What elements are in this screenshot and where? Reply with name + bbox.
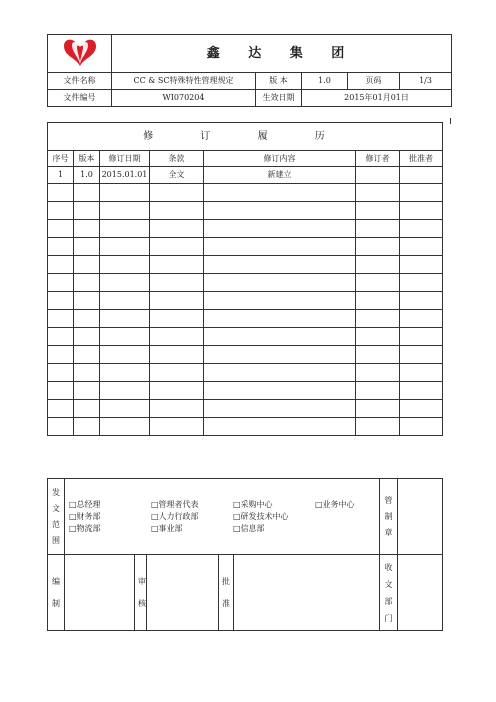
revision-cell [48, 400, 74, 418]
distribution-checkbox[interactable]: □研发技术中心 [233, 511, 289, 521]
revision-cell [204, 328, 356, 346]
revision-row [48, 256, 443, 274]
revision-cell [400, 364, 443, 382]
revision-column-header: 序号 [48, 151, 74, 167]
revision-cell [100, 310, 150, 328]
revision-cell [150, 346, 204, 364]
revision-row [48, 310, 443, 328]
revision-cell [400, 400, 443, 418]
seal-label: 管制章 [384, 495, 393, 537]
distribution-checkboxes [65, 479, 380, 555]
revision-row [48, 346, 443, 364]
revision-row [48, 202, 443, 220]
revision-table [47, 122, 443, 436]
revision-cell [74, 220, 100, 238]
revision-cell [100, 328, 150, 346]
receiving-area [398, 555, 443, 631]
distribution-label-cell [48, 479, 65, 555]
effective-date-value: 2015年01月01日 [302, 90, 452, 107]
revision-cell [48, 346, 74, 364]
revision-cell [74, 202, 100, 220]
revision-cell [204, 274, 356, 292]
distribution-checkbox[interactable]: □人力行政部 [151, 511, 199, 521]
revision-cell [48, 184, 74, 202]
revision-cell [356, 292, 400, 310]
revision-cell [400, 184, 443, 202]
revision-cell [150, 418, 204, 436]
revision-cell [356, 310, 400, 328]
reviewed-label-cell [135, 555, 147, 631]
distribution-line [69, 511, 379, 523]
revision-cell [150, 292, 204, 310]
revision-cell [400, 310, 443, 328]
revision-cell: 新建立 [204, 167, 356, 184]
revision-column-header: 修订内容 [204, 151, 356, 167]
revision-cell [48, 202, 74, 220]
company-logo-icon [58, 36, 102, 68]
revision-cell [48, 274, 74, 292]
revision-cell [204, 310, 356, 328]
seal-label-cell [380, 479, 398, 555]
distribution-line [69, 499, 379, 511]
revision-cell [356, 346, 400, 364]
revision-cell [400, 202, 443, 220]
revision-cell [150, 382, 204, 400]
revision-cell [356, 364, 400, 382]
revision-cell: 2015.01.01 [100, 167, 150, 184]
prepared-signature [65, 555, 135, 631]
revision-cell [100, 202, 150, 220]
revision-cell [356, 238, 400, 256]
revision-cell [48, 292, 74, 310]
revision-cell [100, 184, 150, 202]
revision-cell [48, 382, 74, 400]
revision-cell [150, 400, 204, 418]
distribution-checkbox[interactable]: □信息部 [233, 523, 265, 533]
revision-cell [150, 220, 204, 238]
revision-cell [204, 238, 356, 256]
revision-row [48, 274, 443, 292]
distribution-checkbox[interactable]: □事业部 [151, 523, 183, 533]
revision-cell [400, 274, 443, 292]
divider [450, 118, 451, 124]
revision-cell [74, 292, 100, 310]
revision-cell [150, 184, 204, 202]
seal-area [398, 479, 443, 555]
revision-cell [400, 418, 443, 436]
revision-cell [204, 346, 356, 364]
revision-row [48, 220, 443, 238]
revision-cell [74, 310, 100, 328]
revision-cell [356, 328, 400, 346]
revision-cell [400, 382, 443, 400]
revision-cell [204, 364, 356, 382]
revision-cell [100, 220, 150, 238]
distribution-checkbox[interactable]: □总经理 [69, 499, 101, 509]
revision-title: 修 订 履 历 [48, 123, 443, 151]
revision-body [48, 167, 443, 436]
distribution-checkbox[interactable]: □管理者代表 [151, 499, 199, 509]
revision-cell [204, 292, 356, 310]
distribution-checkbox[interactable]: □采购中心 [233, 499, 273, 509]
effective-date-label: 生效日期 [256, 90, 302, 107]
version-value: 1.0 [302, 73, 348, 90]
approved-label: 批准 [222, 576, 230, 608]
prepared-label: 编制 [52, 576, 60, 608]
revision-cell [100, 292, 150, 310]
revision-column-header: 修订者 [356, 151, 400, 167]
revision-cell [356, 184, 400, 202]
revision-cell [400, 256, 443, 274]
revision-cell [48, 328, 74, 346]
revision-cell [150, 274, 204, 292]
distribution-label: 发文范围 [52, 487, 60, 545]
revision-cell [150, 202, 204, 220]
reviewed-label: 审核 [138, 576, 146, 608]
revision-cell [74, 184, 100, 202]
revision-cell [100, 364, 150, 382]
revision-cell [356, 382, 400, 400]
receiving-label-cell [380, 555, 398, 631]
revision-cell [100, 256, 150, 274]
revision-cell [150, 364, 204, 382]
revision-cell [100, 382, 150, 400]
revision-cell [400, 346, 443, 364]
distribution-checkbox[interactable]: □财务部 [69, 511, 101, 521]
revision-cell [100, 418, 150, 436]
revision-cell [100, 274, 150, 292]
revision-cell [204, 202, 356, 220]
revision-column-header: 条款 [150, 151, 204, 167]
distribution-checkbox[interactable]: □业务中心 [315, 499, 355, 509]
revision-cell [356, 274, 400, 292]
revision-cell [74, 346, 100, 364]
revision-cell [400, 238, 443, 256]
revision-row [48, 382, 443, 400]
doc-no-value: WI070204 [112, 90, 256, 107]
revision-cell [400, 220, 443, 238]
revision-cell [400, 167, 443, 184]
revision-cell [356, 167, 400, 184]
revision-column-header: 批准者 [400, 151, 443, 167]
revision-cell [48, 364, 74, 382]
revision-cell [100, 238, 150, 256]
reviewed-signature [147, 555, 219, 631]
revision-cell: 1 [48, 167, 74, 184]
version-label: 版 本 [256, 73, 302, 90]
page-value: 1/3 [400, 73, 452, 90]
revision-cell [74, 382, 100, 400]
revision-cell [100, 400, 150, 418]
revision-cell [356, 202, 400, 220]
approved-label-cell [219, 555, 234, 631]
page-label: 页码 [348, 73, 400, 90]
doc-name-label: 文件名称 [48, 73, 112, 90]
revision-cell [150, 310, 204, 328]
revision-cell: 1.0 [74, 167, 100, 184]
distribution-checkbox[interactable]: □物流部 [69, 523, 101, 533]
company-name: 鑫 达 集 团 [112, 35, 452, 73]
revision-row [48, 292, 443, 310]
revision-cell [400, 328, 443, 346]
revision-cell [150, 256, 204, 274]
revision-cell [74, 400, 100, 418]
prepared-label-cell [48, 555, 65, 631]
revision-cell [356, 418, 400, 436]
revision-cell [48, 256, 74, 274]
revision-cell [204, 400, 356, 418]
revision-cell [204, 220, 356, 238]
revision-row [48, 418, 443, 436]
receiving-label: 收文部门 [384, 562, 393, 623]
revision-cell: 全文 [150, 167, 204, 184]
revision-cell [74, 256, 100, 274]
revision-column-header: 修订日期 [100, 151, 150, 167]
revision-cell [400, 292, 443, 310]
revision-cell [204, 382, 356, 400]
revision-cell [204, 256, 356, 274]
revision-cell [150, 238, 204, 256]
revision-cell [150, 328, 204, 346]
revision-column-header: 版本 [74, 151, 100, 167]
revision-cell [356, 256, 400, 274]
revision-row [48, 167, 443, 184]
distribution-line [69, 523, 379, 535]
revision-row [48, 364, 443, 382]
revision-cell [74, 418, 100, 436]
revision-row [48, 400, 443, 418]
revision-cell [48, 238, 74, 256]
logo-cell [48, 35, 112, 73]
revision-row [48, 328, 443, 346]
revision-cell [74, 274, 100, 292]
revision-row [48, 238, 443, 256]
revision-cell [74, 364, 100, 382]
revision-header-row [48, 151, 443, 167]
revision-cell [204, 184, 356, 202]
revision-cell [74, 238, 100, 256]
revision-cell [204, 418, 356, 436]
approved-signature [234, 555, 380, 631]
revision-cell [356, 220, 400, 238]
revision-cell [100, 346, 150, 364]
revision-row [48, 184, 443, 202]
revision-cell [48, 310, 74, 328]
doc-name-value: CC & SC特殊特性管理规定 [112, 73, 256, 90]
distribution-table [47, 478, 443, 631]
doc-no-label: 文件编号 [48, 90, 112, 107]
revision-cell [356, 400, 400, 418]
revision-cell [74, 328, 100, 346]
revision-cell [48, 220, 74, 238]
header-table [47, 34, 452, 107]
revision-cell [48, 418, 74, 436]
